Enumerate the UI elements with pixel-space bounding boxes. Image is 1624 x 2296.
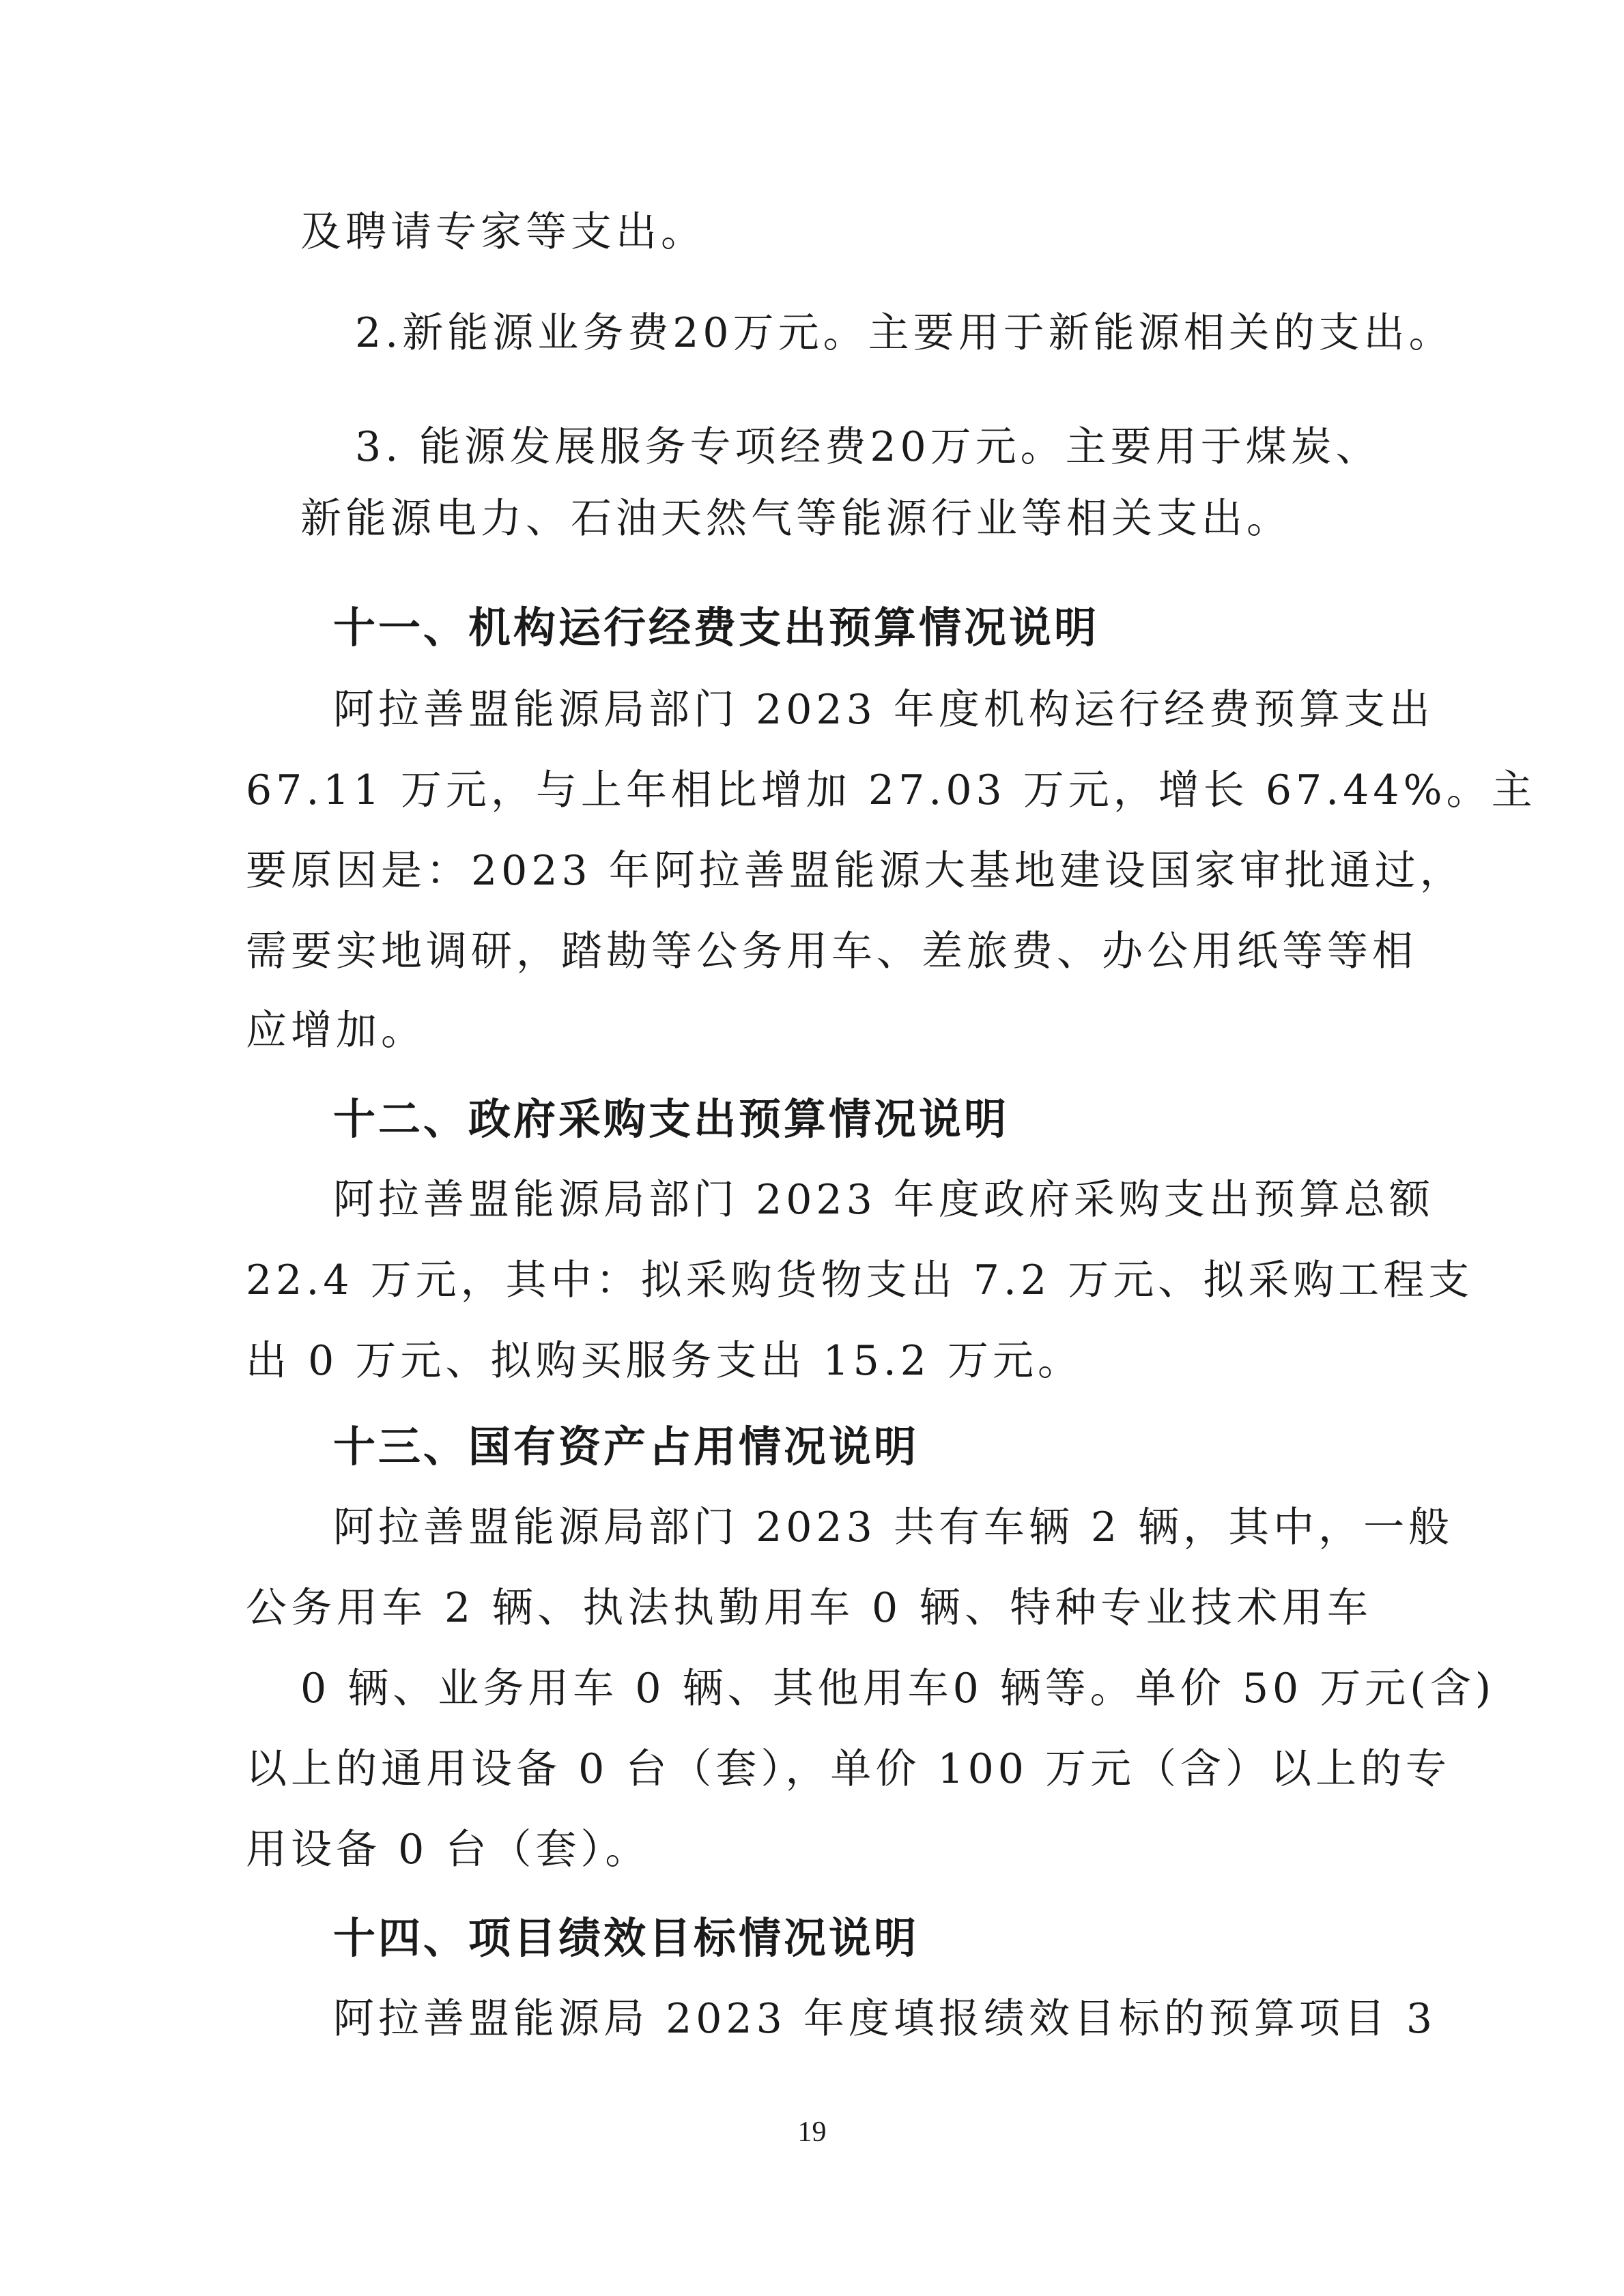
- section-heading-11: 十一、机构运行经费支出预算情况说明: [333, 603, 1100, 652]
- page-number: 19: [797, 2116, 827, 2148]
- paragraph-line: 用设备 0 台（套）。: [246, 1826, 651, 1874]
- paragraph-line: 阿拉善盟能源局 2023 年度填报绩效目标的预算项目 3: [333, 1995, 1437, 2043]
- paragraph-line: 以上的通用设备 0 台（套），单价 100 万元（含）以上的专: [246, 1745, 1451, 1793]
- paragraph-line: 新能源电力、石油天然气等能源行业等相关支出。: [300, 495, 1292, 543]
- paragraph-line: 阿拉善盟能源局部门 2023 年度机构运行经费预算支出: [333, 686, 1434, 734]
- paragraph-line: 阿拉善盟能源局部门 2023 共有车辆 2 辆，其中，一般: [333, 1504, 1454, 1551]
- section-heading-13: 十三、国有资产占用情况说明: [333, 1422, 920, 1472]
- paragraph-line: 应增加。: [246, 1007, 426, 1054]
- section-heading-12: 十二、政府采购支出预算情况说明: [333, 1094, 1010, 1144]
- paragraph-line: 22.4 万元，其中：拟采购货物支出 7.2 万元、拟采购工程支: [246, 1257, 1474, 1304]
- paragraph-line: 要原因是：2023 年阿拉善盟能源大基地建设国家审批通过，: [246, 847, 1465, 895]
- paragraph-line: 需要实地调研，踏勘等公务用车、差旅费、办公用纸等等相: [246, 928, 1417, 975]
- paragraph-line: 0 辆、业务用车 0 辆、其他用车0 辆等。单价 50 万元(含): [300, 1665, 1496, 1712]
- section-heading-14: 十四、项目绩效目标情况说明: [333, 1913, 920, 1963]
- list-item-3: 3. 能源发展服务专项经费20万元。主要用于煤炭、: [355, 423, 1381, 471]
- paragraph-line: 公务用车 2 辆、执法执勤用车 0 辆、特种专业技术用车: [246, 1584, 1372, 1632]
- paragraph-line: 阿拉善盟能源局部门 2023 年度政府采购支出预算总额: [333, 1176, 1434, 1224]
- list-item-2: 2.新能源业务费20万元。主要用于新能源相关的支出。: [355, 309, 1454, 357]
- paragraph-line: 及聘请专家等支出。: [300, 208, 706, 256]
- paragraph-line: 67.11 万元，与上年相比增加 27.03 万元，增长 67.44%。主: [246, 766, 1537, 814]
- paragraph-line: 出 0 万元、拟购买服务支出 15.2 万元。: [246, 1337, 1083, 1385]
